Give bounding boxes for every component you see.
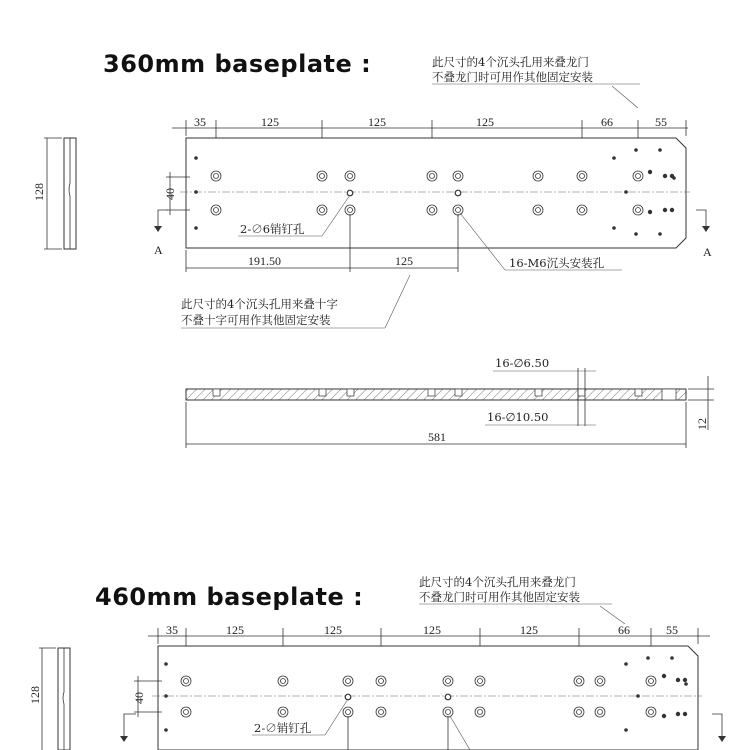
plate360-note-bottom-1: 此尺寸的4个沉头孔用来叠十字 (181, 297, 338, 311)
plate460-dim-35: 35 (166, 623, 178, 637)
plate360-dim-40: 40 (163, 188, 177, 200)
plate360-side-view (32, 138, 76, 249)
plate460-dim-125d: 125 (520, 623, 538, 637)
plate360-dim-125-bottom: 125 (395, 254, 413, 268)
plate460-pin-hole-label: 2-∅销钉孔 (254, 721, 312, 735)
plate460-note-top-2: 不叠龙门时可用作其他固定安装 (419, 590, 580, 604)
plate460-outline (158, 646, 698, 750)
plate360-side-height-dim: 128 (32, 183, 46, 201)
plate360-hole-large-label: 16-∅10.50 (487, 410, 549, 424)
plate360-dim-66: 66 (601, 115, 613, 129)
plate460-dim-125c: 125 (423, 623, 441, 637)
plate360-section-view (186, 389, 686, 400)
plate360-pin-hole-label: 2-∅6销钉孔 (240, 222, 305, 236)
plate360-dim-191-50: 191.50 (248, 254, 281, 268)
plate360-title: 360mm baseplate : (103, 50, 372, 78)
plate360-m6-label: 16-M6沉头安装孔 (509, 256, 605, 270)
plate460-side-view (28, 648, 70, 750)
plate460-title: 460mm baseplate : (95, 583, 364, 611)
plate360-dim-55: 55 (655, 115, 667, 129)
plate360-dim-35: 35 (194, 115, 206, 129)
plate460-note-top-1: 此尺寸的4个沉头孔用来叠龙门 (419, 575, 576, 589)
plate360-section-a-right: A (703, 245, 712, 259)
plate460-dim-40: 40 (132, 692, 146, 704)
plate360-note-top-1: 此尺寸的4个沉头孔用来叠龙门 (432, 55, 589, 69)
plate360-note-top-2: 不叠龙门时可用作其他固定安装 (432, 70, 593, 84)
plate460-dim-66: 66 (618, 623, 630, 637)
plate360-note-bottom-2: 不叠十字可用作其他固定安装 (181, 313, 331, 327)
plate460-side-height-dim: 128 (28, 686, 42, 704)
plate360-dim-125b: 125 (368, 115, 386, 129)
plate460-dim-55: 55 (666, 623, 678, 637)
plate360-dim-125c: 125 (476, 115, 494, 129)
plate360-section-a-left: A (154, 243, 163, 257)
plate460-dim-125a: 125 (226, 623, 244, 637)
plate360-hole-small-label: 16-∅6.50 (495, 356, 550, 370)
plate360-length-dim: 581 (428, 430, 446, 444)
plate460-dim-125b: 125 (324, 623, 342, 637)
plate360-thickness-dim: 12 (695, 418, 709, 430)
plate360-dim-125a: 125 (261, 115, 279, 129)
